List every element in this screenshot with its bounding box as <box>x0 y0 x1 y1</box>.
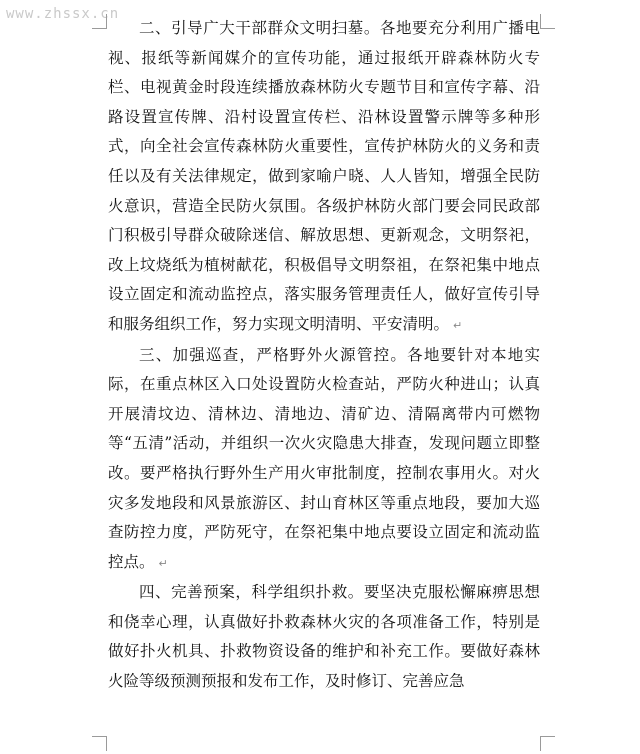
paragraph-mark-icon: ↵ <box>453 318 463 332</box>
paragraph-text: 三、加强巡查，严格野外火源管控。各地要针对本地实际，在重点林区入口处设置防火检查站，严防火种进山；认真开展清坟边、清林边、清地边、清矿边、清隔离带内可燃物等“五清”活动，并组织一次火灾隐患大排查，发现问题立即整改。要严格执行野外生产用火审批制度，控制农事用火。对火灾多发地段和风景旅游区、封山育林区等重点地段，要加大巡查防控力度，严防死守，在祭祀集中地点要设立固定和流动监控点。 <box>108 345 540 571</box>
crop-mark-bottom-left <box>92 736 107 751</box>
paragraph-text: 四、完善预案，科学组织扑救。要坚决克服松懈麻痹思想和侥幸心理，认真做好扑救森林火灾的各项准备工作，特别是做好扑火机具、扑救物资设备的维护和补充工作。要做好森林火险等级预测预报和发布工作，及时修订、完善应急 <box>108 583 540 691</box>
crop-mark-top-left <box>92 14 107 29</box>
paragraph-mark-icon: ↵ <box>158 556 168 570</box>
document-body <box>108 14 540 697</box>
paragraph-guide-civilized-tomb-sweeping <box>108 14 540 341</box>
paragraph-improve-plans <box>108 578 540 696</box>
site-watermark: www.zhssx.cn <box>6 6 120 22</box>
crop-mark-bottom-right <box>540 736 555 751</box>
paragraph-text: 二、引导广大干部群众文明扫墓。各地要充分利用广播电视、报纸等新闻媒介的宣传功能，通过报纸开辟森林防火专栏、电视黄金时段连续播放森林防火专题节目和宣传字幕、沿路设置宣传牌、沿村设置宣传栏、沿林设置警示牌等多种形式，向全社会宣传森林防火重要性，宣传护林防火的义务和责任以及有关法律规定，做到家喻户晓、人人皆知，增强全民防火意识，营造全民防火氛围。各级护林防火部门要会同民政部门积极引导群众破除迷信、解放思想、更新观念，文明祭祀，改上坟烧纸为植树献花，积极倡导文明祭祖，在祭祀集中地点设立固定和流动监控点，落实服务管理责任人，做好宣传引导和服务组织工作，努力实现文明清明、平安清明。 <box>108 19 540 333</box>
crop-mark-top-right <box>540 14 555 29</box>
paragraph-strengthen-patrol <box>108 341 540 579</box>
